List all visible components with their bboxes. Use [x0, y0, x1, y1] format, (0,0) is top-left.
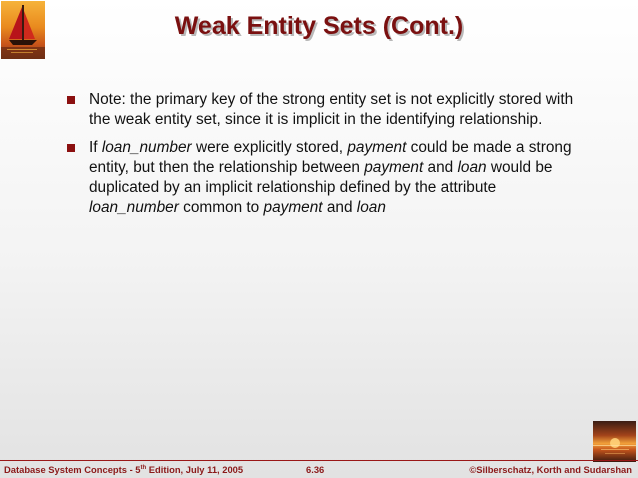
footer-left-text-end: Edition, July 11, 2005	[146, 464, 244, 475]
italic-term: loan_number	[101, 139, 192, 156]
footer-page-number: 6.36	[306, 464, 325, 475]
footer-left-superscript: th	[140, 464, 147, 471]
italic-term: loan	[356, 199, 386, 216]
italic-term: payment	[364, 159, 424, 176]
italic-term: payment	[263, 199, 323, 216]
slide-title: Weak Entity Sets (Cont.)	[174, 12, 464, 40]
footer-left	[4, 464, 243, 475]
text-run: Note: the primary key of the strong entity set is not explicitly stored with the weak entity set, since it is implicit in the identifying relationship.	[89, 91, 574, 128]
sunset-icon	[593, 421, 636, 462]
text-run: would be duplicated by an implicit relationship defined by the attribute	[89, 159, 553, 196]
square-bullet-icon	[67, 96, 75, 104]
bullet-item	[64, 90, 584, 130]
text-run: could be made a strong entity, but then the relationship between	[89, 139, 572, 176]
bullet-text	[89, 139, 572, 216]
text-run: and	[322, 199, 357, 216]
italic-term: loan	[457, 159, 487, 176]
square-bullet-icon	[67, 144, 75, 152]
footer-divider	[0, 460, 638, 461]
italic-term: payment	[347, 139, 407, 156]
text-run: were explicitly stored,	[191, 139, 348, 156]
bullet-text	[89, 91, 573, 128]
text-run: and	[423, 159, 458, 176]
bullet-list	[64, 90, 584, 226]
text-run: If	[89, 139, 102, 156]
footer-copyright: ©Silberschatz, Korth and Sudarshan	[469, 464, 632, 475]
bullet-item	[64, 138, 584, 218]
text-run: common to	[178, 199, 264, 216]
italic-term: loan_number	[89, 199, 179, 216]
footer-left-text: Database System Concepts - 5	[4, 464, 141, 475]
